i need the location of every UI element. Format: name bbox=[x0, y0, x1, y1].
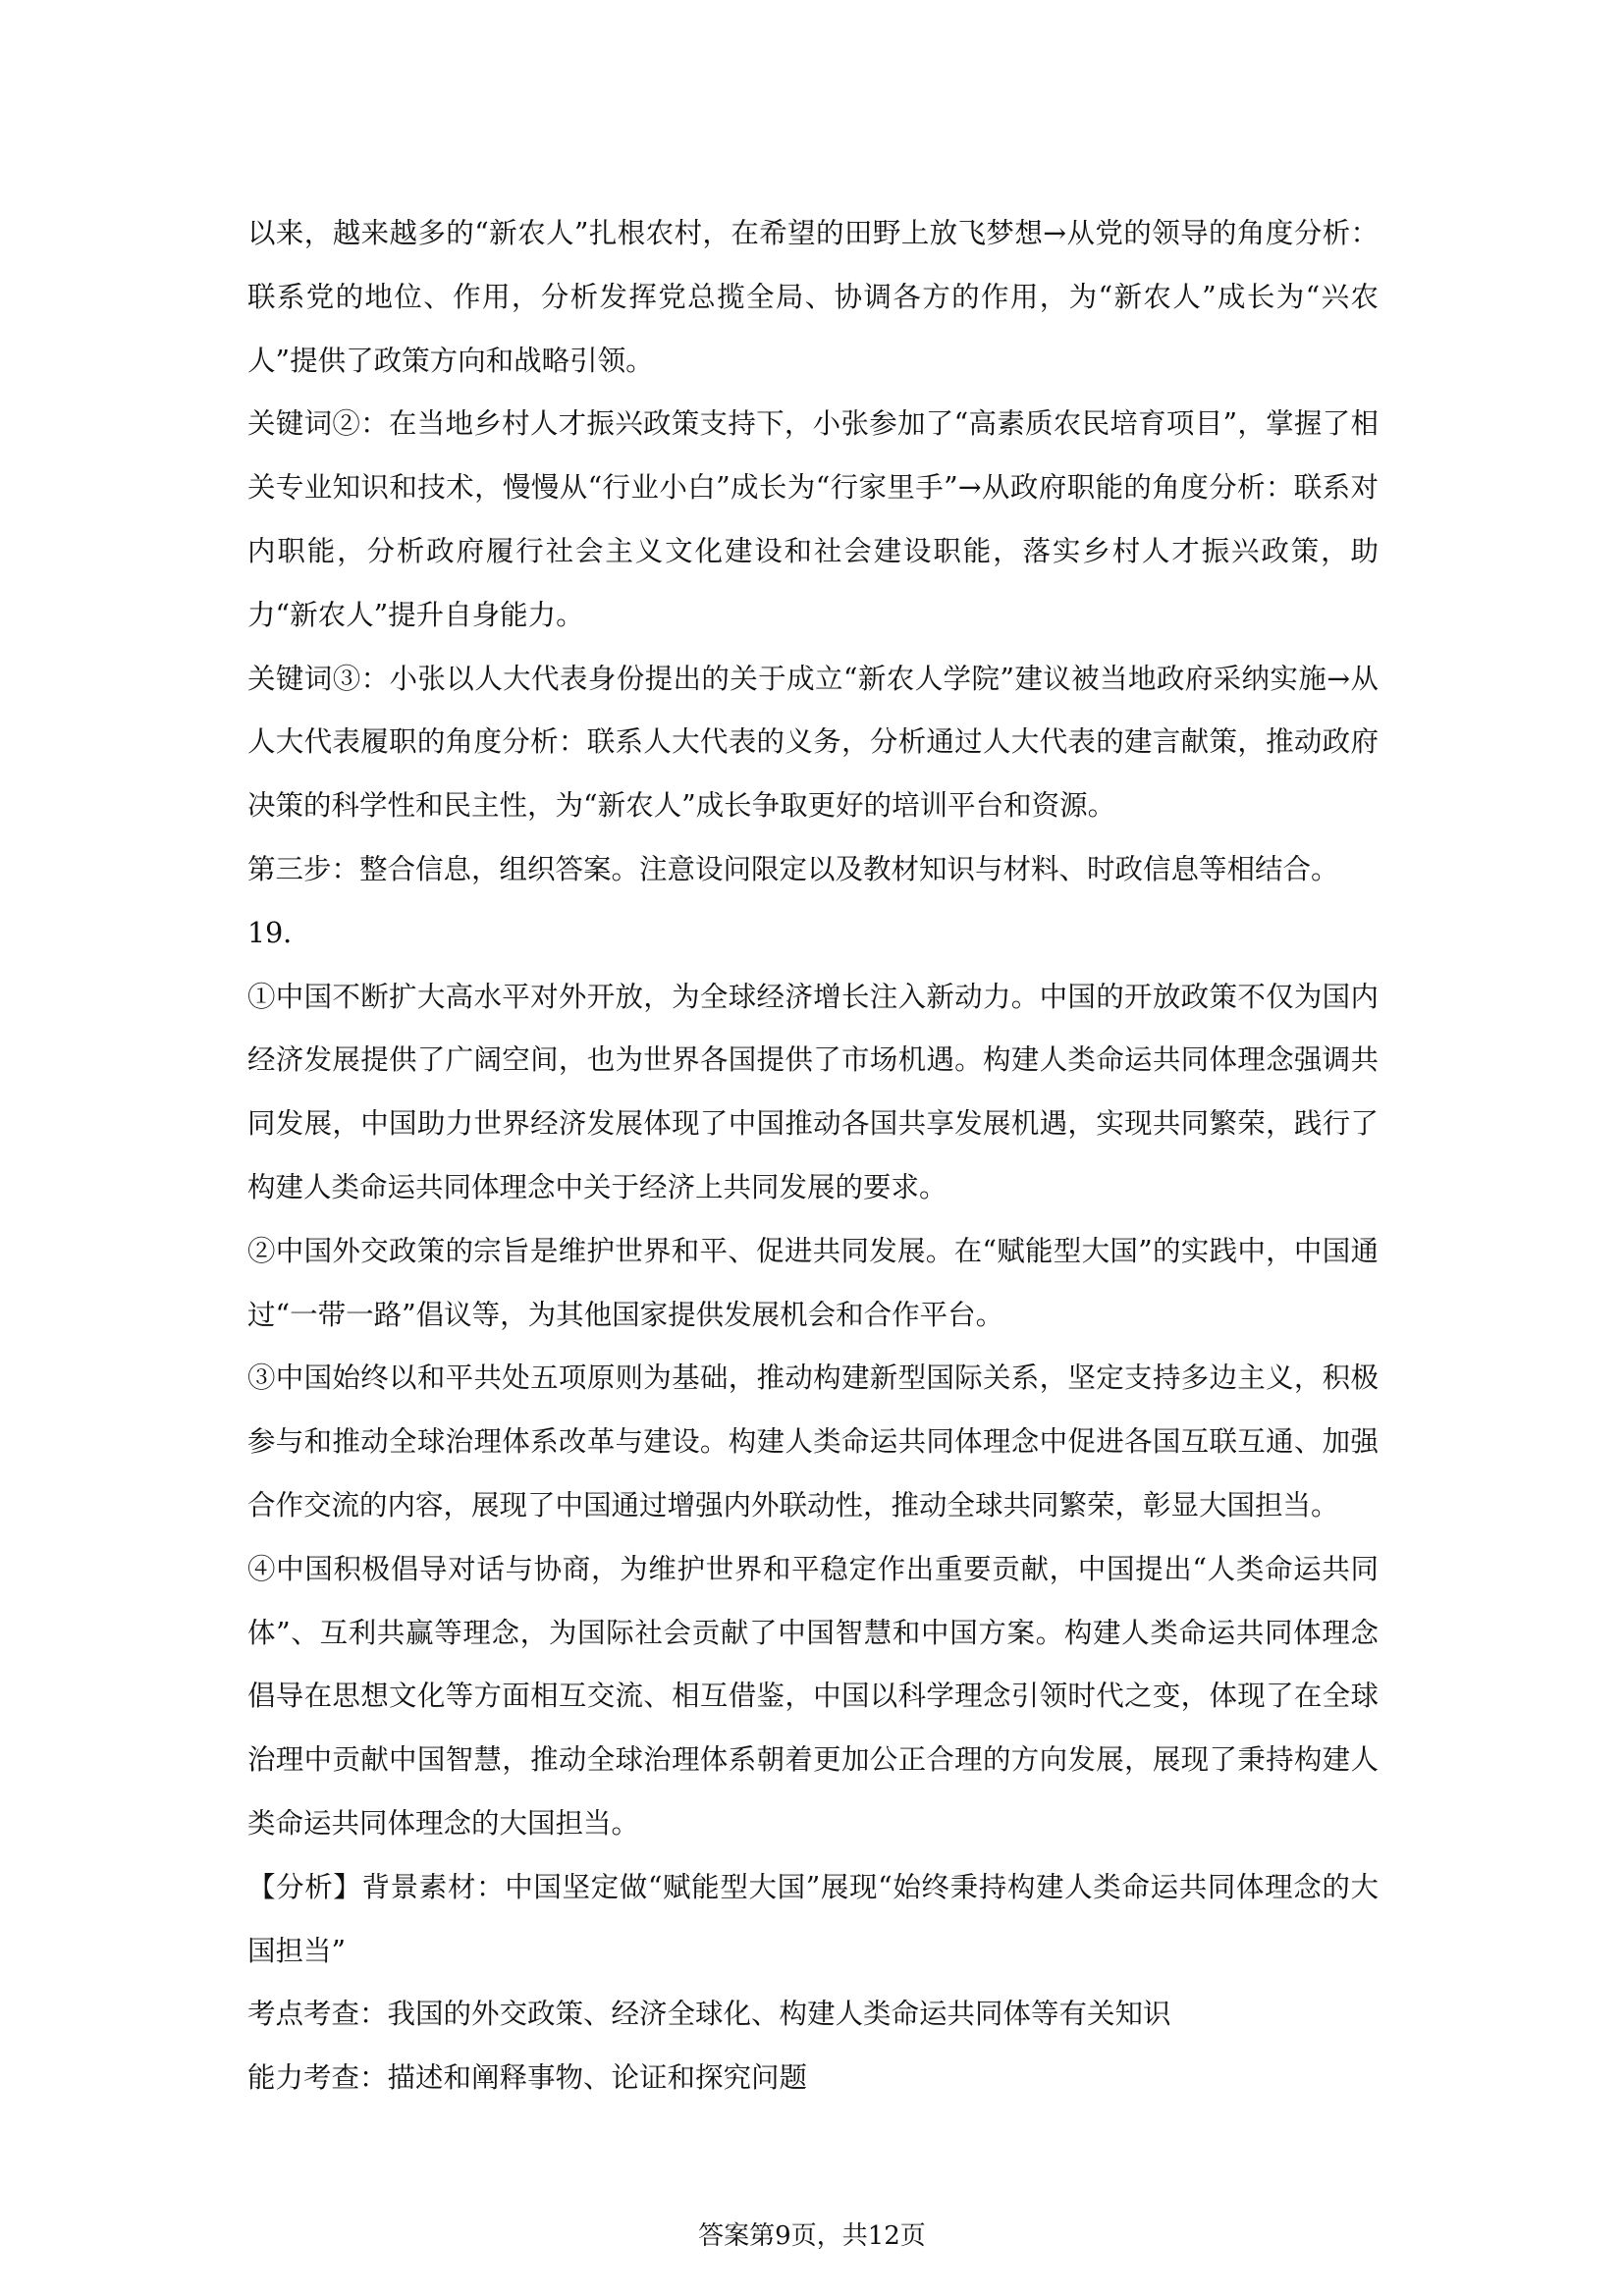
answer-point-3: ③中国始终以和平共处五项原则为基础，推动构建新型国际关系，坚定支持多边主义，积极参与和推动全球治理体系改革与建设。构建人类命运共同体理念中促进各国互联互通、加强合作交流的内容，展现了中国通过增强内外联动性，推动全球共同繁荣，彰显大国担当。 bbox=[247, 1362, 1379, 1522]
analysis-background: 【分析】背景素材：中国坚定做“赋能型大国”展现“始终秉持构建人类命运共同体理念的大国担当” bbox=[247, 1870, 1379, 1967]
paragraph-step-3: 第三步：整合信息，组织答案。注意设问限定以及教材知识与材料、时政信息等相结合。 bbox=[247, 852, 1339, 885]
analysis-knowledge-points: 考点考查：我国的外交政策、经济全球化、构建人类命运共同体等有关知识 bbox=[247, 1998, 1171, 2031]
answer-point-4: ④中国积极倡导对话与协商，为维护世界和平稳定作出重要贡献，中国提出“人类命运共同体”、互利共赢等理念，为国际社会贡献了中国智慧和中国方案。构建人类命运共同体理念倡导在思想文化等方面相互交流、相互借鉴，中国以科学理念引领时代之变，体现了在全球治理中贡献中国智慧，推动全球治理体系朝着更加公正合理的方向发展，展现了秉持构建人类命运共同体理念的大国担当。 bbox=[247, 1552, 1379, 1840]
paragraph-keyword-3: 关键词③：小张以人大代表身份提出的关于成立“新农人学院”建议被当地政府采纳实施→从人大代表履职的角度分析：联系人大代表的义务，分析通过人大代表的建言献策，推动政府决策的科学性和民主性，为“新农人”成长争取更好的培训平台和资源。 bbox=[247, 662, 1379, 823]
question-number: 19． bbox=[247, 916, 311, 949]
page-footer: 答案第9页，共12页 bbox=[698, 2221, 926, 2251]
answer-body bbox=[247, 202, 1379, 2110]
analysis-ability: 能力考查：描述和阐释事物、论证和探究问题 bbox=[247, 2061, 808, 2095]
paragraph-party-leadership: 以来，越来越多的“新农人”扎根农村，在希望的田野上放飞梦想→从党的领导的角度分析：联系党的地位、作用，分析发挥党总揽全局、协调各方的作用，为“新农人”成长为“兴农人”提供了政策方向和战略引领。 bbox=[247, 217, 1379, 377]
paragraph-keyword-2: 关键词②：在当地乡村人才振兴政策支持下，小张参加了“高素质农民培育项目”，掌握了相关专业知识和技术，慢慢从“行业小白”成长为“行家里手”→从政府职能的角度分析：联系对内职能，分析政府履行社会主义文化建设和社会建设职能，落实乡村人才振兴政策，助力“新农人”提升自身能力。 bbox=[247, 407, 1379, 631]
answer-point-2: ②中国外交政策的宗旨是维护世界和平、促进共同发展。在“赋能型大国”的实践中，中国通过“一带一路”倡议等，为其他国家提供发展机会和合作平台。 bbox=[247, 1234, 1379, 1331]
answer-point-1: ①中国不断扩大高水平对外开放，为全球经济增长注入新动力。中国的开放政策不仅为国内经济发展提供了广阔空间，也为世界各国提供了市场机遇。构建人类命运共同体理念强调共同发展，中国助力世界经济发展体现了中国推动各国共享发展机遇，实现共同繁荣，践行了构建人类命运共同体理念中关于经济上共同发展的要求。 bbox=[247, 980, 1379, 1203]
